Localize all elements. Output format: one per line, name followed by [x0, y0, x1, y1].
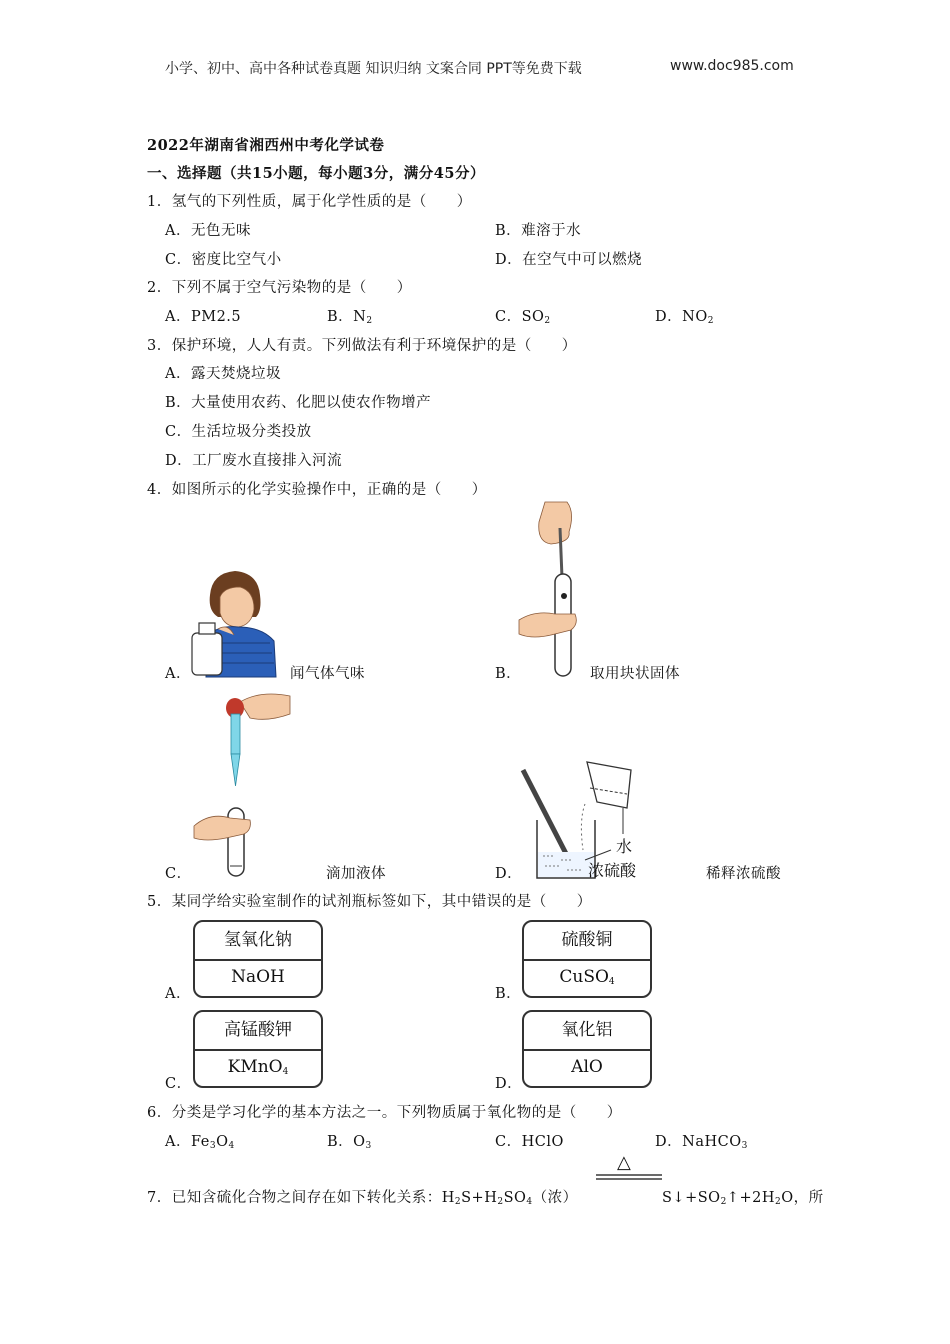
q5-option-b-letter: B． — [495, 986, 522, 1002]
q1-stem: 1．氢气的下列性质，属于化学性质的是（ ） — [147, 194, 472, 210]
q4-option-b-caption: 取用块状固体 — [590, 666, 680, 682]
q3-option-c: C．生活垃圾分类投放 — [165, 424, 312, 440]
q6-stem: 6．分类是学习化学的基本方法之一。下列物质属于氧化物的是（ ） — [147, 1105, 622, 1121]
q6-option-a: A．$Fe_3O_4$ — [165, 1134, 235, 1151]
q3-option-a: A．露天焚烧垃圾 — [165, 366, 281, 382]
q1-option-a: A．无色无味 — [165, 223, 251, 239]
header-text: 小学、初中、高中各种试卷真题 知识归纳 文案合同 PPT等免费下载 — [165, 61, 582, 77]
q5-label-d — [522, 1010, 652, 1088]
q5-label-c-name: 高锰酸钾 — [195, 1012, 321, 1051]
q5-label-a — [193, 920, 323, 998]
q5-label-a-name: 氢氧化钠 — [195, 922, 321, 961]
q7-delta-symbol: △ — [617, 1152, 631, 1173]
q5-option-d-letter: D． — [495, 1076, 523, 1092]
q5-label-c-formula: KMnO$_4$ — [227, 1057, 289, 1077]
paper-title: 2022年湖南省湘西州中考化学试卷 — [147, 137, 385, 154]
q1-option-c: C．密度比空气小 — [165, 252, 282, 268]
q7-equation-bar — [596, 1174, 662, 1180]
q4-option-c-caption: 滴加液体 — [326, 866, 386, 882]
q4-option-c-letter: C． — [165, 866, 192, 882]
q5-label-d-name: 氧化铝 — [524, 1012, 650, 1051]
q4-option-b-letter: B． — [495, 666, 522, 682]
q2-option-a: A．PM2.5 — [165, 309, 242, 325]
q4-option-a-caption: 闻气体气味 — [290, 666, 365, 682]
q3-option-b: B．大量使用农药、化肥以使农作物增产 — [165, 395, 432, 411]
q4-option-d-letter: D． — [495, 866, 523, 882]
q5-label-b-formula: CuSO$_4$ — [559, 967, 615, 987]
q4-figure-a-smell-gas — [190, 565, 280, 677]
q5-label-b — [522, 920, 652, 998]
q2-stem: 2．下列不属于空气污染物的是（ ） — [147, 280, 412, 296]
q5-option-a-letter: A． — [165, 986, 191, 1002]
q1-option-d: D．在空气中可以燃烧 — [495, 252, 643, 268]
q4-option-a-letter: A． — [165, 666, 191, 682]
q4-figure-c-dropper — [190, 688, 300, 878]
q5-label-b-name: 硫酸铜 — [524, 922, 650, 961]
q6-option-c: C．HClO — [495, 1134, 564, 1150]
q6-option-d: D．NaHCO$_3$ — [655, 1134, 748, 1151]
q1-option-b: B．难溶于水 — [495, 223, 582, 239]
q4-stem: 4．如图所示的化学实验操作中，正确的是（ ） — [147, 482, 487, 498]
q7-stem-right: $S↓+SO_2↑+2H_2O$，所 — [662, 1190, 824, 1207]
q5-label-c — [193, 1010, 323, 1088]
q2-option-d: D．$NO_2$ — [655, 309, 714, 326]
q5-label-d-formula: AlO — [571, 1057, 603, 1077]
q6-option-b: B．$O_3$ — [327, 1134, 372, 1151]
q4-d-acid-label: 浓硫酸 — [588, 861, 637, 880]
q4-figure-b-block-solid — [515, 502, 585, 677]
section-heading: 一、选择题（共15小题，每小题3分，满分45分） — [147, 165, 485, 182]
q5-stem: 5．某同学给实验室制作的试剂瓶标签如下，其中错误的是（ ） — [147, 894, 592, 910]
q4-d-water-label: 水 — [616, 837, 633, 856]
q2-option-c: C．$SO_2$ — [495, 309, 551, 326]
q3-option-d: D．工厂废水直接排入河流 — [165, 453, 343, 469]
q2-option-b: B．$N_2$ — [327, 309, 373, 326]
header-site-link[interactable]: www.doc985.com — [670, 58, 794, 74]
q4-option-d-caption: 稀释浓硫酸 — [706, 866, 781, 882]
q5-label-a-formula: NaOH — [231, 967, 285, 987]
q3-stem: 3．保护环境，人人有责。下列做法有利于环境保护的是（ ） — [147, 338, 577, 354]
q7-stem-left: 7．已知含硫化合物之间存在如下转化关系：$H_2S+H_2SO_4$（浓） — [147, 1190, 578, 1207]
q5-option-c-letter: C． — [165, 1076, 192, 1092]
